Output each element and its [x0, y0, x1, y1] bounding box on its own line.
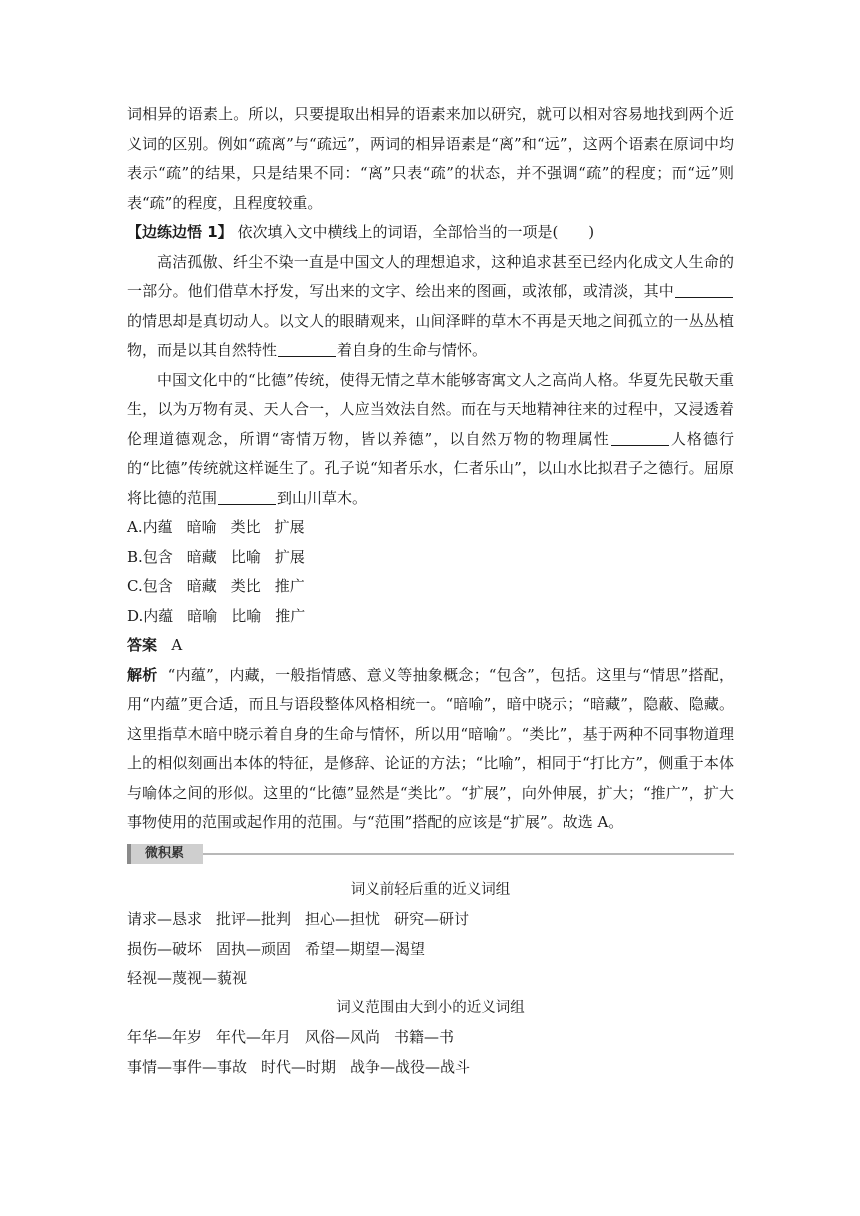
group2-title: 词义范围由大到小的近义词组	[336, 999, 525, 1016]
exercise-heading	[127, 218, 734, 248]
fill-blank-3	[611, 429, 669, 446]
word-pair: 损伤—破坏	[127, 939, 203, 958]
group2-row	[127, 1053, 734, 1083]
intro-paragraph: 词相异的语素上。所以，只要提取出相异的语素来加以研究，就可以相对容易地找到两个近义词的区别。例如“疏离”与“疏远”，两词的相异语素是“离”和“远”，这两个语素在原词中均表示“疏”的结果，只是结果不同：“离”只表“疏”的状态，并不强调“疏”的程度；而“远”则表“疏”的程度，且程度较重。	[127, 105, 734, 212]
passage-paragraph-2	[127, 366, 734, 514]
word-pair: 希望—期望—渴望	[305, 939, 426, 958]
passage-text: 着自身的生命与情怀。	[337, 341, 488, 359]
option-c	[127, 572, 734, 602]
word-pair: 事情—事件—事故	[127, 1057, 248, 1076]
word-pair: 批评—批判	[216, 910, 292, 928]
passage-text: 的情思却是真切动人。以文人的眼睛观来，山间泽畔的草木不再是天地之间孤立的一丛丛植物，而是以其自然特性	[127, 311, 734, 359]
word-pair: 固执—顽固	[216, 939, 292, 958]
document-page	[127, 100, 734, 1082]
option-word: 扩展	[274, 518, 305, 536]
word-pair: 年代—年月	[216, 1028, 292, 1046]
answer-line	[127, 631, 734, 661]
option-word: 扩展	[274, 547, 305, 566]
option-word: 比喻	[230, 547, 261, 566]
group1-row	[127, 964, 734, 994]
word-pair: 书籍—书	[394, 1028, 455, 1046]
word-pair: 担心—担忧	[305, 910, 381, 928]
word-pair: 战争—战役—战斗	[350, 1057, 471, 1076]
passage-text: 到山川草木。	[277, 488, 368, 507]
option-word: 推广	[275, 606, 306, 625]
analysis-text: “内蕴”，内藏，一般指情感、意义等抽象概念；“包含”，包括。这里与“情思”搭配，用“内蕴”更合适，而且与语段整体风格相统一。“暗喻”，暗中晓示；“暗藏”，隐蔽、隐藏。这里指草木暗中晓示着自身的生命与情怀，所以用“暗喻”。“类比”，基于两种不同事物道理上的相似刻画出本体的特征，是修辞、论证的方法；“比喻”，相同于“打比方”，侧重于本体与喻体之间的形似。这里的“比德”显然是“类比”。“扩展”，向外伸展，扩大；“推广”，扩大事物使用的范围或起作用的范围。与“范围”搭配的应该是“扩展”。故选 A。	[127, 665, 734, 831]
passage-paragraph-1	[127, 248, 734, 366]
option-word: 推广	[274, 577, 305, 595]
word-pair: 请求—恳求	[127, 910, 203, 928]
fill-blank-2	[278, 340, 336, 357]
option-d	[127, 602, 734, 632]
analysis-paragraph	[127, 661, 734, 838]
section-divider	[127, 844, 734, 866]
passage-text: 人格德行的“比德”传统就这样诞生了。孔子说“知者乐水，仁者乐山”，以山水比拟君子之德行。屈原将比德的范围	[127, 429, 734, 507]
options-list	[127, 513, 734, 631]
option-word: 比喻	[231, 606, 262, 625]
option-a	[127, 513, 734, 543]
option-word: 类比	[230, 518, 261, 536]
option-word: 暗喻	[187, 606, 218, 625]
analysis-label: 解析	[127, 665, 158, 684]
option-word: 暗藏	[186, 547, 217, 566]
option-word: D.内蕴	[127, 606, 174, 625]
section-rule	[203, 853, 734, 855]
exercise-prompt: 依次填入文中横线上的词语，全部恰当的一项是( )	[237, 223, 595, 241]
exercise-label: 【边练边悟 1】	[127, 223, 233, 241]
option-b	[127, 543, 734, 573]
group1-row	[127, 935, 734, 965]
option-word: 暗藏	[186, 577, 217, 595]
group1-row	[127, 905, 734, 935]
fill-blank-4	[218, 488, 276, 505]
option-word: C.包含	[127, 577, 173, 595]
group2-row	[127, 1023, 734, 1053]
answer-label: 答案	[127, 636, 158, 654]
passage-text: 高洁孤傲、纤尘不染一直是中国文人的理想追求，这种追求甚至已经内化成文人生命的一部分。他们借草木抒发，写出来的文字、绘出来的图画，或浓郁，或清淡，其中	[127, 252, 734, 300]
section-tab: 微积累	[127, 844, 203, 864]
group1-title: 词义前轻后重的近义词组	[350, 881, 511, 898]
word-pair: 轻视—蔑视—藐视	[127, 969, 248, 987]
fill-blank-1	[675, 281, 733, 298]
word-pair: 研究—研讨	[394, 910, 470, 928]
word-pair: 时代—时期	[261, 1057, 337, 1076]
option-word: 类比	[230, 577, 261, 595]
passage-text: 中国文化中的“比德”传统，使得无情之草木能够寄寓文人之高尚人格。华夏先民敬天重生，以为万物有灵、天人合一，人应当效法自然。而在与天地精神往来的过程中，又浸透着伦理道德观念，所谓“寄情万物，皆以养德”，以自然万物的物理属性	[127, 370, 734, 448]
option-word: 暗喻	[186, 518, 217, 536]
option-word: A.内蕴	[127, 518, 173, 536]
word-pair: 风俗—风尚	[305, 1028, 381, 1046]
word-pair: 年华—年岁	[127, 1028, 203, 1046]
answer-value: A	[171, 636, 183, 654]
option-word: B.包含	[127, 547, 173, 566]
